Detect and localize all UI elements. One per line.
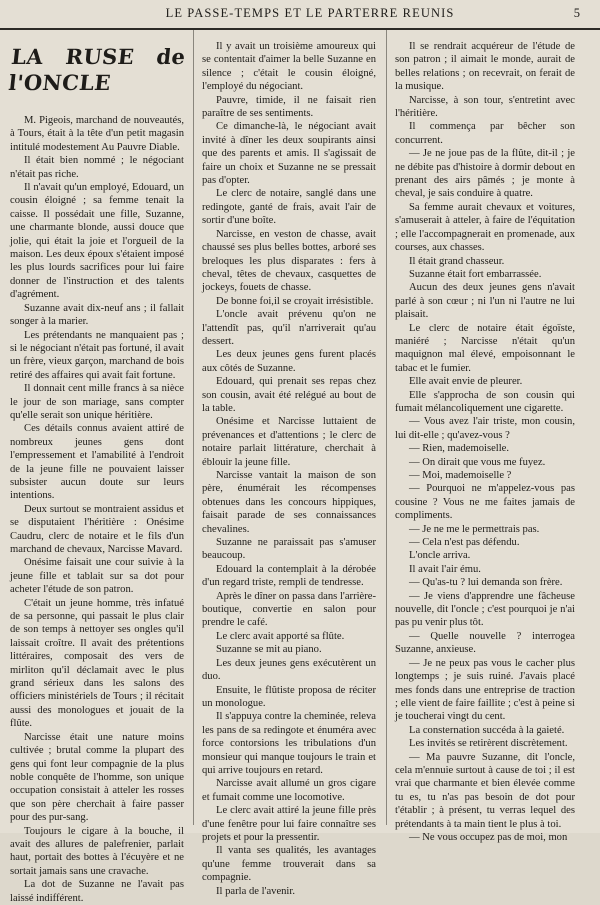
paragraph: — Je ne peux pas vous le cacher plus longtemps ; je suis ruiné. J'avais placé mes fonds dans une entreprise de traction ; elle vient de faire faillite ; c'est à peine si je toucherai vingt du cent.: [395, 657, 575, 723]
paragraph: La consternation succéda à la gaieté.: [409, 724, 565, 736]
paragraph: — Je ne me le permettrais pas.: [409, 523, 540, 535]
paragraph: — Ma pauvre Suzanne, dit l'oncle, cela m'ennuie surtout à cause de toi ; il est vrai que charmante et bien élevée comme tu es, tu n'as pas besoin de dot pour t'établir ; à présent, tu verras lequel des prétendants à ta main tient le plus à toi.: [395, 751, 575, 830]
paragraph: Narcisse avait allumé un gros cigare et fumait comme une locomotive.: [202, 778, 376, 803]
paragraph: Il commença par bêcher son concurrent.: [395, 121, 575, 146]
paragraph: — Pourquoi ne m'appelez-vous pas cousine ? Vous ne me faites jamais de compliments.: [395, 483, 575, 522]
page-number: 5: [573, 6, 580, 20]
paragraph: Les prétendants ne manquaient pas ; si le négociant n'était pas fortuné, il avait un frère, vieux garçon, marchand de bois retiré des affaires qui avait fait fortune.: [10, 329, 184, 381]
article-column-1: [7, 40, 187, 904]
paragraph: — Cela n'est pas défendu.: [409, 537, 520, 549]
paragraph: Il n'avait qu'un employé, Edouard, un cousin éloigné ; sa femme tenait la caisse. Il possédait une fille, Suzanne, une charmante blonde, aussi douce que jolie, qui était la joie et l'orgueil de la maison. Les deux époux s'étaient imposé les plus lourds sacrifices pour lui faire donner de l'instruction et des talents d'agrément.: [10, 182, 184, 301]
paragraph: La dot de Suzanne ne l'avait pas laissé indifférent.: [10, 879, 184, 904]
paragraph: — On dirait que vous me fuyez.: [409, 456, 546, 468]
paragraph: — Je ne joue pas de la flûte, dit-il ; je ne débite pas d'histoire à dormir debout en prenant des airs pâmés ; je monte à cheval, je sais conduire à quatre.: [395, 148, 575, 200]
paragraph: Les deux jeunes gens exécutèrent un duo.: [202, 657, 376, 683]
paragraph: — Moi, mademoiselle ?: [409, 470, 512, 481]
paragraph: Il y avait un troisième amoureux qui se contentait d'aimer la belle Suzanne en silence ; c'était le cousin éloigné, l'employé du négociant.: [202, 41, 376, 93]
paragraph: L'oncle avait prévenu qu'on ne l'attendît pas, qu'il n'arriverait qu'au dessert.: [202, 309, 376, 347]
paragraph: — Ne vous occupez pas de moi, mon: [409, 831, 568, 843]
paragraph: Narcisse, en veston de chasse, avait chaussé ses plus belles bottes, arboré ses breloques les plus disparates : fers à cheval, têtes de chevaux, casquettes de jockeys, fouets de chasse.: [202, 228, 376, 294]
paragraph: — Quelle nouvelle ? interrogea Suzanne, anxieuse.: [395, 630, 575, 656]
paragraph: Toujours le cigare à la bouche, il avait des allures de palefrenier, parlait haut, portait des bottes à l'écuyère et ne sortait jamais sans une cravache.: [10, 825, 184, 877]
paragraph: Suzanne avait dix-neuf ans ; il fallait songer à la marier.: [10, 302, 184, 328]
page-header: [0, 0, 600, 30]
paragraph: Elle s'approcha de son cousin qui fumait mélancoliquement une cigarette.: [395, 389, 575, 414]
paragraph: M. Pigeois, marchand de nouveautés, à Tours, était à la tête d'un petit magasin intitulé modestement Au Pauvre Diable.: [10, 115, 184, 153]
paragraph: Edouard la contemplait à la dérobée d'un regard triste, rempli de tendresse.: [202, 563, 376, 589]
paragraph: C'était un jeune homme, très infatué de sa personne, qui passait le plus clair de son temps à nettoyer ses ongles qu'il laissait croître. Il avait des prétentions littéraires, composait des vers de mirliton qu'il déclamait avec le plus grand sérieux dans les salons des officiers ministériels de Tours ; il récitait aussi des monologues et jouait de la flûte.: [10, 597, 184, 730]
paragraph: Ces détails connus avaient attiré de nombreux jeunes gens dont l'empressement et l'amabilité à l'endroit de la jeune fille ne pouvaient laisser subsister aucun doute sur leurs intentions.: [10, 423, 184, 502]
paragraph: Suzanne était fort embarrassée.: [409, 268, 542, 280]
paragraph: Il donnait cent mille francs à sa nièce le jour de son mariage, sans compter qu'elle serait son unique héritière.: [10, 383, 184, 421]
paragraph: L'oncle arriva.: [409, 550, 471, 562]
paragraph: Elle avait envie de pleurer.: [409, 376, 523, 388]
paragraph: Edouard, qui prenait ses repas chez son cousin, avait été relégué au bout de la table.: [202, 376, 376, 414]
paragraph: Le clerc avait apporté sa flûte.: [216, 630, 345, 642]
paragraph: Il était grand chasseur.: [409, 255, 505, 267]
paragraph: Deux surtout se montraient assidus et se disputaient l'héritière : Onésime Caudru, clerc de notaire et le fils d'un marchand de chevaux, Narcisse Mavard.: [10, 503, 184, 555]
paragraph: Il était bien nommé ; le négociant n'était pas riche.: [10, 155, 184, 180]
paragraph: Il vanta ses qualités, les avantages qu'une femme trouverait dans sa compagnie.: [202, 845, 376, 884]
column-divider: [193, 30, 194, 825]
paragraph: Il s'appuya contre la cheminée, releva les pans de sa redingote et énuméra avec force contorsions les tribulations d'un monsieur qui manque toujours le train et qui arrive toujours en retard.: [202, 711, 376, 776]
paragraph: Après le dîner on passa dans l'arrière-boutique, convertie en salon pour prendre le café.: [202, 590, 376, 629]
paragraph: Le clerc de notaire, sanglé dans une redingote, ganté de frais, avait l'air de sortir d'une boîte.: [202, 188, 376, 227]
paragraph: — Je viens d'apprendre une fâcheuse nouvelle, dit l'oncle ; c'est pourquoi je n'ai pas pu venir plus tôt.: [395, 590, 575, 629]
paragraph: Suzanne ne paraissait pas s'amuser beaucoup.: [202, 537, 376, 562]
paragraph: Narcisse, à son tour, s'entretint avec l'héritière.: [395, 94, 575, 120]
paragraph: Narcisse était une nature moins cultivée ; brutal comme la plupart des gens qui font leur compagnie de la plus noble conquête de l'homme, son unique occupation consistait à atteler les rosses que son père cherchait à faire passer pour des pur-sang.: [10, 731, 184, 824]
paragraph: Il se rendrait acquéreur de l'étude de son patron ; il aimait le monde, aurait de belles relations ; on recevrait, on ferait de la musique.: [395, 41, 575, 93]
paragraph: Le clerc de notaire était égoïste, maniéré ; Narcisse n'était qu'un maquignon mal élevé, empoisonnant le tabac et le fumier.: [395, 322, 575, 374]
article-column-2: [202, 40, 376, 897]
paragraph: Ensuite, le flûtiste proposa de réciter un monologue.: [202, 684, 376, 709]
paragraph: Il parla de l'avenir.: [216, 885, 295, 897]
paragraph: Suzanne se mit au piano.: [216, 644, 322, 656]
paragraph: — Rien, mademoiselle.: [409, 443, 510, 455]
paragraph: Les deux jeunes gens furent placés aux côtés de Suzanne.: [202, 349, 376, 374]
running-title: LE PASSE-TEMPS ET LE PARTERRE REUNIS: [165, 6, 455, 20]
paragraph: — Qu'as-tu ? lui demanda son frère.: [409, 577, 563, 589]
paragraph: Aucun des deux jeunes gens n'avait parlé à son cœur ; ni l'un ni l'autre ne lui plaisait.: [395, 282, 575, 321]
paragraph: De bonne foi,il se croyait irrésistible.: [216, 295, 374, 307]
paragraph: Il avait l'air ému.: [409, 563, 481, 575]
article-column-3: [395, 40, 575, 843]
paragraph: Sa femme aurait chevaux et voitures, s'amuserait à atteler, à faire de l'équitation ; elle l'accompagnerait en promenade, aux courses, aux chasses.: [395, 201, 575, 254]
paragraph: Pauvre, timide, il ne faisait rien paraître de ses sentiments.: [202, 94, 376, 120]
story-title: LA RUSE de l'ONCLE: [7, 44, 187, 95]
paragraph: Onésime faisait une cour suivie à la jeune fille et tablait sur sa dot pour acheter l'étude de son patron.: [10, 557, 184, 596]
paragraph: Narcisse vantait la maison de son père, énumérait les récompenses obtenues dans les concours hippiques, faisait parade de ses connaissances chevalines.: [202, 470, 376, 535]
paragraph: Ce dimanche-là, le négociant avait invité à dîner les deux soupirants ainsi que des parents et amis. Il s'agissait de faire un choix et Suzanne ne se pressait pas d'opter.: [202, 121, 376, 187]
paragraph: Les invités se retirèrent discrètement.: [409, 738, 568, 750]
paragraph: Le clerc avait attiré la jeune fille près d'une fenêtre pour lui faire connaître ses projets et pour la pressentir.: [202, 805, 376, 843]
paragraph: — Vous avez l'air triste, mon cousin, lui dit-elle ; qu'avez-vous ?: [395, 416, 575, 441]
column-divider: [386, 30, 387, 825]
paragraph: Onésime et Narcisse luttaient de prévenances et d'attentions ; le clerc de notaire parlait littérature, cherchait à éblouir la jeune fille.: [202, 416, 376, 468]
